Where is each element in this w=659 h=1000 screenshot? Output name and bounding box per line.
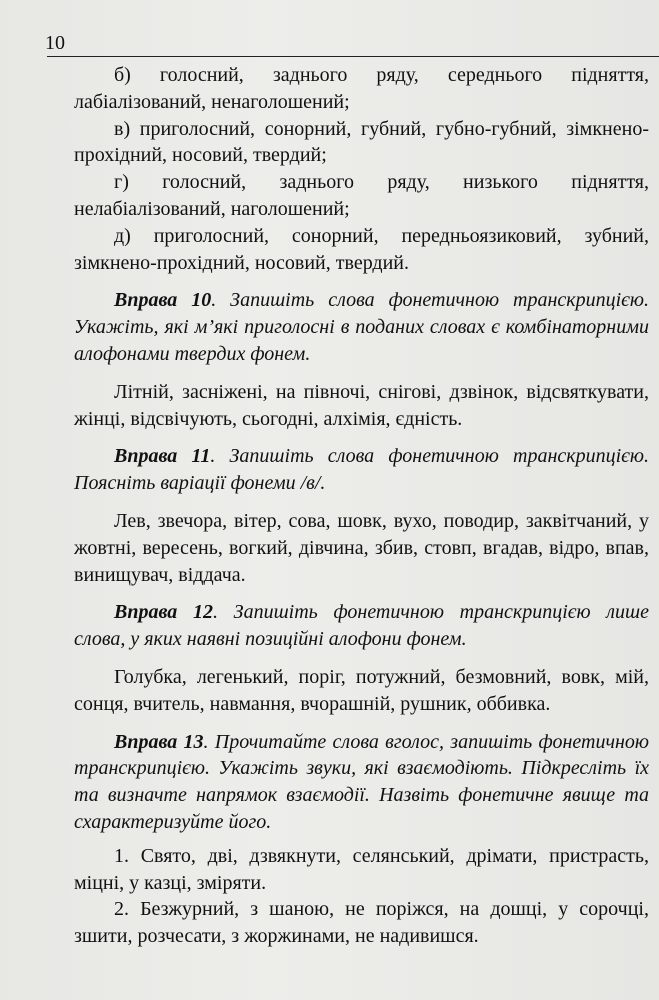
page-number: 10: [45, 32, 65, 54]
answer-g: г) голосний, заднього ряду, низького підняття, нелабіалізований, наголошений;: [74, 171, 649, 220]
answer-b: б) голосний, заднього ряду, середнього підняття, лабіалізований, ненаголошений;: [74, 64, 649, 113]
exercise-10-title: Вправа 10: [114, 289, 212, 312]
answer-d: д) приголосний, сонорний, передньоязиковий, зубний, зімкнено-прохідний, носовий, твердий.: [74, 224, 649, 274]
exercise-10-task: [74, 287, 649, 367]
exercise-11-text: . Запишіть слова фонетичною транскрипцією. Поясніть варіації фонеми /в/.: [74, 445, 649, 495]
exercise-11-words: Лев, звечора, вітер, сова, шовк, вухо, поводир, заквітчаний, у жовтні, вересень, вогкий, дівчина, збив, стовп, вгадав, відро, впав, винищувач, віддача.: [74, 509, 649, 586]
page-content: [74, 62, 649, 950]
exercise-11-task: [74, 443, 649, 497]
exercise-13-text: . Прочитайте слова вголос, запишіть фонетичною транскрипцією. Укажіть звуки, які взаємодіють. Підкресліть їх та визначте напрямок взаємодії. Назвіть фонетичне явище та схарактеризуйте його.: [74, 730, 650, 833]
answer-v: в) приголосний, сонорний, губний, губно-губний, зімкнено-прохідний, носовий, твердий;: [74, 117, 649, 167]
exercise-12-text: . Запишіть фонетичною транскрипцією лише слова, у яких наявні позиційні алофони фонем.: [74, 601, 649, 651]
header-rule: [47, 56, 659, 57]
exercise-10-words: Літній, засніжені, на півночі, снігові, дзвінок, відсвяткувати, жінці, відсвічують, сьогодні, алхімія, єдність.: [74, 380, 649, 430]
exercise-12-title: Вправа 12: [114, 601, 213, 624]
exercise-11-title: Вправа 11: [114, 445, 211, 468]
exercise-12-words: Голубка, легенький, поріг, потужний, безмовний, вовк, мій, сонця, вчитель, навмання, вчорашній, рушник, оббивка.: [74, 665, 649, 715]
exercise-13-task: [74, 729, 649, 836]
exercise-13-item-1: 1. Свято, дві, дзвякнути, селянський, дрімати, пристрасть, міцні, у казці, зміряти.: [74, 844, 649, 894]
exercise-10-text: . Запишіть слова фонетичною транскрипцією. Укажіть, які м’які приголосні в поданих словах є комбінаторними алофонами твердих фонем.: [74, 289, 649, 365]
exercise-13-title: Вправа 13: [114, 730, 204, 753]
exercise-12-task: [74, 599, 649, 653]
exercise-13-item-2: 2. Безжурний, з шаною, не поріжся, на дошці, у сорочці, зшити, розчесати, з жоржинами, не надивишся.: [74, 898, 649, 948]
